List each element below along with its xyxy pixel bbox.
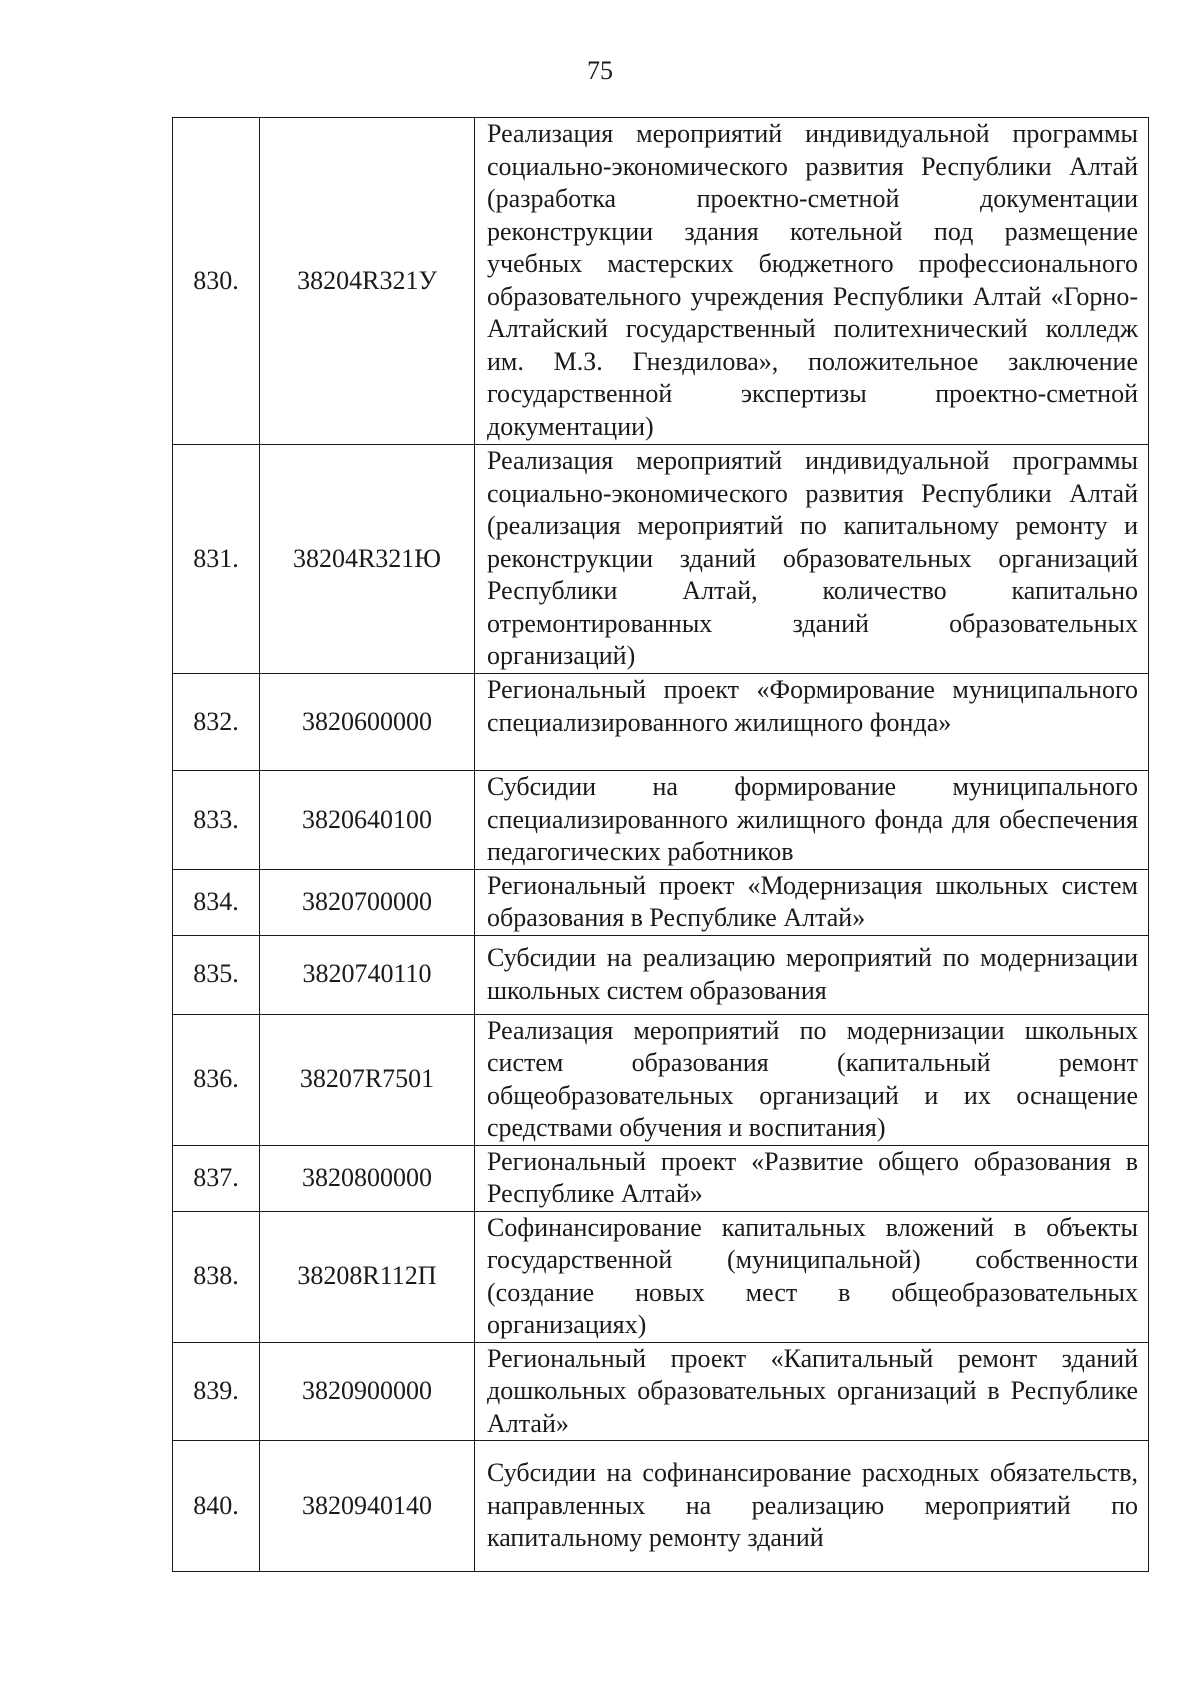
row-number: 840. bbox=[173, 1441, 260, 1572]
row-number: 836. bbox=[173, 1014, 260, 1145]
row-code: 3820700000 bbox=[260, 869, 475, 935]
row-number: 833. bbox=[173, 771, 260, 870]
row-description bbox=[475, 1145, 1149, 1211]
row-description-text: Субсидии на софинансирование расходных обязательств, направленных на реализацию мероприятий по капитальному ремонту зданий bbox=[487, 1458, 1138, 1553]
row-description bbox=[475, 674, 1149, 771]
table-row bbox=[173, 1342, 1149, 1441]
row-number: 832. bbox=[173, 674, 260, 771]
row-description-text: Реализация мероприятий по модернизации школьных систем образования (капитальный ремонт общеобразовательных организаций и их оснащение средствами обучения и воспитания) bbox=[487, 1015, 1138, 1142]
row-description-text: Субсидии на реализацию мероприятий по модернизации школьных систем образования bbox=[487, 943, 1138, 1005]
row-code: 3820940140 bbox=[260, 1441, 475, 1572]
row-number: 831. bbox=[173, 445, 260, 674]
table-row bbox=[173, 1211, 1149, 1342]
row-number: 837. bbox=[173, 1145, 260, 1211]
row-code: 38208R112П bbox=[260, 1211, 475, 1342]
row-description bbox=[475, 445, 1149, 674]
row-code: 38204R321У bbox=[260, 118, 475, 445]
row-description-text: Региональный проект «Капитальный ремонт зданий дошкольных образовательных организаций в Республике Алтай» bbox=[487, 1343, 1138, 1438]
row-description bbox=[475, 771, 1149, 870]
row-number: 835. bbox=[173, 935, 260, 1014]
row-description-text: Субсидии на формирование муниципального специализированного жилищного фонда для обеспечения педагогических работников bbox=[487, 772, 1138, 866]
row-description bbox=[475, 869, 1149, 935]
row-description bbox=[475, 1342, 1149, 1441]
table-row bbox=[173, 1145, 1149, 1211]
row-description-text: Софинансирование капитальных вложений в объекты государственной (муниципальной) собственности (создание новых мест в общеобразовательных организациях) bbox=[487, 1212, 1138, 1339]
table-row bbox=[173, 445, 1149, 674]
row-code: 3820800000 bbox=[260, 1145, 475, 1211]
table-row bbox=[173, 935, 1149, 1014]
row-number: 830. bbox=[173, 118, 260, 445]
table-row bbox=[173, 771, 1149, 870]
row-description-text: Региональный проект «Модернизация школьных систем образования в Республике Алтай» bbox=[487, 870, 1138, 932]
row-code: 38207R7501 bbox=[260, 1014, 475, 1145]
row-description bbox=[475, 935, 1149, 1014]
row-description-text: Реализация мероприятий индивидуальной программы социально-экономического развития Республики Алтай (реализация мероприятий по капитальному ремонту и реконструкции зданий образовательных организаций Республики Алтай, количество капитально отремонтированных зданий образовательных организаций) bbox=[487, 446, 1138, 670]
table-row bbox=[173, 869, 1149, 935]
row-code: 3820900000 bbox=[260, 1342, 475, 1441]
table-row bbox=[173, 1441, 1149, 1572]
row-number: 839. bbox=[173, 1342, 260, 1441]
row-description-text: Реализация мероприятий индивидуальной программы социально-экономического развития Республики Алтай (разработка проектно-сметной документации реконструкции здания котельной под размещение учебных мастерских бюджетного профессионального образовательного учреждения Республики Алтай «Горно-Алтайский государственный политехнический колледж им. М.З. Гнездилова», положительное заключение государственной экспертизы проектно-сметной документации) bbox=[487, 119, 1138, 441]
row-code: 38204R321Ю bbox=[260, 445, 475, 674]
table-row bbox=[173, 118, 1149, 445]
row-code: 3820740110 bbox=[260, 935, 475, 1014]
row-number: 834. bbox=[173, 869, 260, 935]
row-description-text: Региональный проект «Формирование муниципального специализированного жилищного фонда» bbox=[487, 675, 1138, 737]
row-number: 838. bbox=[173, 1211, 260, 1342]
row-description bbox=[475, 1211, 1149, 1342]
row-description-text: Региональный проект «Развитие общего образования в Республике Алтай» bbox=[487, 1146, 1138, 1208]
row-code: 3820600000 bbox=[260, 674, 475, 771]
row-code: 3820640100 bbox=[260, 771, 475, 870]
row-description bbox=[475, 1014, 1149, 1145]
page-number: 75 bbox=[587, 56, 613, 85]
budget-codes-table bbox=[172, 117, 1149, 1572]
table-row bbox=[173, 674, 1149, 771]
row-description bbox=[475, 118, 1149, 445]
table-row bbox=[173, 1014, 1149, 1145]
row-description bbox=[475, 1441, 1149, 1572]
